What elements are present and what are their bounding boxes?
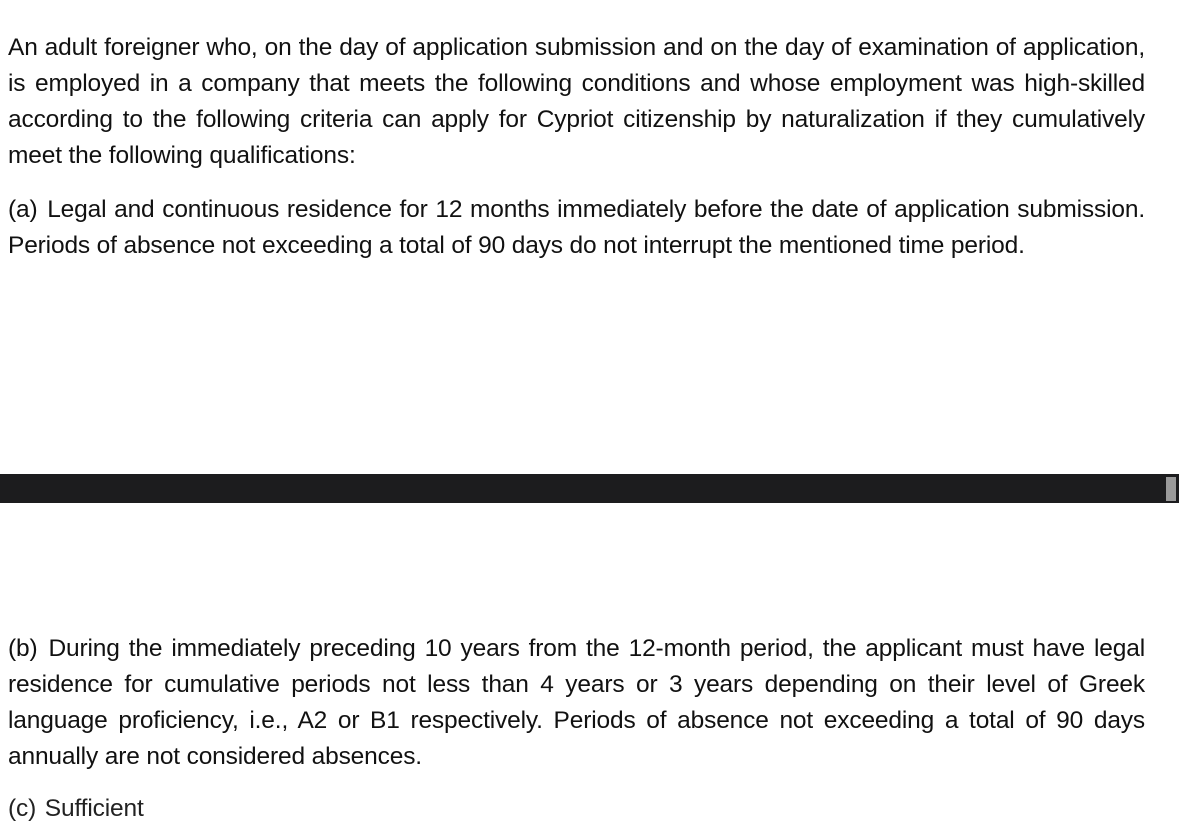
item-b-text: During the immediately preceding 10 years from the 12-month period, the applicant must have legal residence for cumulative periods not less than 4 years or 3 years depending on their level of Greek language proficiency, i.e., A2 or B1 respectively. Periods of absence not exceeding a total of 90 days annually are not considered absences. [8, 635, 1145, 770]
item-a-marker: (a) [8, 196, 38, 223]
item-c-text: Sufficient [44, 795, 144, 822]
scrollbar-thumb[interactable] [1166, 477, 1176, 501]
item-b-marker: (b) [8, 635, 38, 662]
document-page-bottom [0, 503, 1179, 822]
item-c-paragraph [8, 791, 1145, 827]
item-a-paragraph [8, 192, 1145, 264]
item-b-paragraph [8, 631, 1145, 775]
intro-paragraph: An adult foreigner who, on the day of application submission and on the day of examination of application, is employed in a company that meets the following conditions and whose employment was high-skilled according to the following criteria can apply for Cypriot citizenship by naturalization if they cumulatively meet the following qualifications: [8, 34, 1145, 169]
item-c-marker: (c) [8, 795, 37, 822]
item-a-text: Legal and continuous residence for 12 months immediately before the date of application submission. Periods of absence not exceeding a total of 90 days do not interrupt the mentioned time period. [8, 196, 1145, 259]
page-separator-bar [0, 474, 1179, 503]
